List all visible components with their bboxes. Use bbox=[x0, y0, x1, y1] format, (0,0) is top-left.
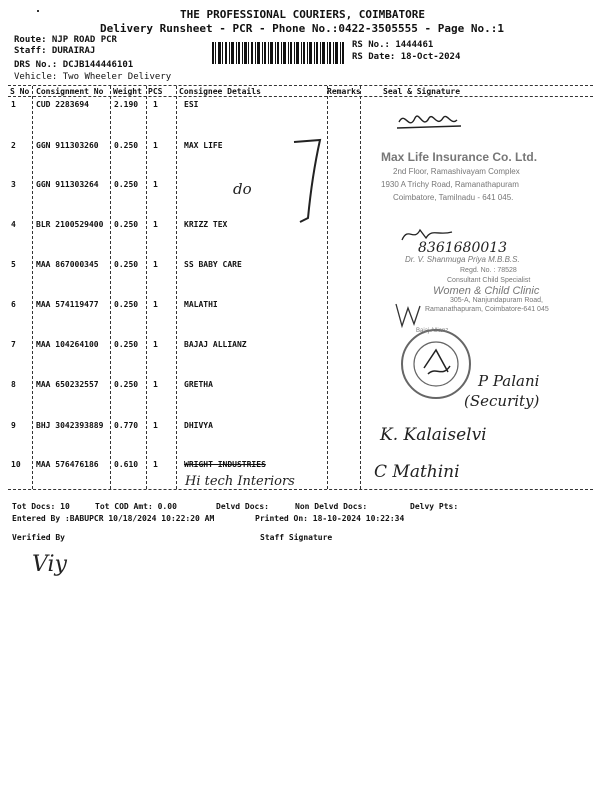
maxlife-stamp-line: 1930 A Trichy Road, Ramanathapuram bbox=[381, 180, 519, 189]
row-consignment: MAA 867000345 bbox=[36, 260, 99, 269]
row-consignment: MAA 576476186 bbox=[36, 460, 99, 469]
footer-delvd-docs: Delvd Docs: bbox=[216, 502, 269, 511]
row-consignment: GGN 911303260 bbox=[36, 141, 99, 150]
column-header: S No bbox=[10, 87, 30, 96]
row-weight: 0.250 bbox=[114, 180, 139, 189]
row-consignee: ESI bbox=[184, 100, 199, 109]
vehicle-label: Vehicle: Two Wheeler Delivery bbox=[14, 72, 172, 82]
bajaj-round-seal bbox=[398, 326, 474, 402]
row-pcs: 1 bbox=[153, 300, 158, 309]
row-pcs: 1 bbox=[153, 220, 158, 229]
column-header: Remarks bbox=[327, 87, 361, 96]
maxlife-stamp-line: Coimbatore, Tamilnadu - 641 045. bbox=[393, 193, 514, 202]
row-weight: 0.250 bbox=[114, 340, 139, 349]
row-sno: 2 bbox=[11, 141, 16, 150]
row-consignee: SS BABY CARE bbox=[184, 260, 242, 269]
route-label: Route: NJP ROAD PCR bbox=[14, 35, 117, 45]
row-sno: 5 bbox=[11, 260, 16, 269]
rs-date: RS Date: 18-Oct-2024 bbox=[352, 52, 461, 62]
row-sno: 4 bbox=[11, 220, 16, 229]
row-sno: 9 bbox=[11, 421, 16, 430]
row-pcs: 1 bbox=[153, 100, 158, 109]
handwritten-mathini: C Mathini bbox=[374, 462, 460, 482]
clinic-stamp-doctor: Dr. V. Shanmuga Priya M.B.B.S. bbox=[405, 255, 520, 264]
row-weight: 0.250 bbox=[114, 220, 139, 229]
drs-number: DRS No.: DCJB144446101 bbox=[14, 60, 134, 70]
footer-tot-docs: Tot Docs: 10 bbox=[12, 502, 70, 511]
clinic-stamp-name: Women & Child Clinic bbox=[433, 285, 540, 297]
bajaj-seal-text: Bajaj Allianz bbox=[416, 328, 449, 334]
maxlife-stamp-name: Max Life Insurance Co. Ltd. bbox=[381, 150, 538, 164]
footer-staff-signature: Staff Signature bbox=[260, 533, 333, 542]
row-consignee: WRIGHT INDUSTRIES bbox=[184, 460, 266, 469]
row-pcs: 1 bbox=[153, 141, 158, 150]
table-header-rule bbox=[8, 96, 593, 97]
row-pcs: 1 bbox=[153, 260, 158, 269]
row-weight: 0.250 bbox=[114, 380, 139, 389]
barcode-image bbox=[212, 42, 344, 64]
row-consignee: KRIZZ TEX bbox=[184, 220, 228, 229]
col-divider bbox=[176, 86, 177, 489]
row-weight: 0.610 bbox=[114, 460, 139, 469]
row-consignment: MAA 650232557 bbox=[36, 380, 99, 389]
row-consignee: DHIVYA bbox=[184, 421, 213, 430]
clinic-stamp-address: 305-A, Nanjundapuram Road, bbox=[450, 297, 544, 304]
row-sno: 7 bbox=[11, 340, 16, 349]
row-pcs: 1 bbox=[153, 340, 158, 349]
handwritten-security: (Security) bbox=[464, 392, 540, 410]
row-consignee: BAJAJ ALLIANZ bbox=[184, 340, 247, 349]
footer-tot-cod: Tot COD Amt: 0.00 bbox=[95, 502, 177, 511]
table-bottom-rule bbox=[8, 489, 593, 490]
column-header: Weight bbox=[113, 87, 142, 96]
row-pcs: 1 bbox=[153, 180, 158, 189]
row-sno: 8 bbox=[11, 380, 16, 389]
row-sno: 10 bbox=[11, 460, 21, 469]
col-divider bbox=[146, 86, 147, 489]
handwritten-ditto: do bbox=[233, 180, 252, 198]
footer-delvy-pts: Delvy Pts: bbox=[410, 502, 459, 511]
row-consignment: MAA 574119477 bbox=[36, 300, 99, 309]
ditto-bracket-mark bbox=[290, 136, 330, 226]
signature-row1 bbox=[395, 108, 465, 134]
column-header: Seal & Signature bbox=[383, 87, 461, 96]
row-pcs: 1 bbox=[153, 380, 158, 389]
row-weight: 2.190 bbox=[114, 100, 139, 109]
clinic-stamp-address: Ramanathapuram, Coimbatore-641 045 bbox=[425, 306, 549, 313]
row-consignee: MAX LIFE bbox=[184, 141, 223, 150]
row-consignment: BLR 2100529400 bbox=[36, 220, 104, 229]
clinic-stamp-specialist: Consultant Child Specialist bbox=[447, 277, 531, 284]
speck-mark bbox=[37, 10, 39, 12]
row-pcs: 1 bbox=[153, 460, 158, 469]
row-consignment: CUD 2283694 bbox=[36, 100, 89, 109]
maxlife-stamp-line: 2nd Floor, Ramashivayam Complex bbox=[393, 167, 520, 176]
row-weight: 0.770 bbox=[114, 421, 139, 430]
row-consignee: GRETHA bbox=[184, 380, 213, 389]
clinic-stamp-regd: Regd. No. : 78528 bbox=[460, 267, 517, 274]
row-consignment: MAA 104264100 bbox=[36, 340, 99, 349]
row-sno: 1 bbox=[11, 100, 16, 109]
footer-entered-by: Entered By :BABUPCR 10/18/2024 10:22:20 AM bbox=[12, 514, 215, 523]
col-divider bbox=[110, 86, 111, 489]
rs-number: RS No.: 1444461 bbox=[352, 40, 434, 50]
staff-label: Staff: DURAIRAJ bbox=[14, 46, 96, 56]
footer-non-delvd-docs: Non Delvd Docs: bbox=[295, 502, 368, 511]
runsheet-title: Delivery Runsheet - PCR - Phone No.:0422-3505555 - Page No.:1 bbox=[100, 22, 504, 35]
row-pcs: 1 bbox=[153, 421, 158, 430]
table-top-rule bbox=[8, 85, 593, 86]
row-sno: 3 bbox=[11, 180, 16, 189]
row-weight: 0.250 bbox=[114, 300, 139, 309]
row-consignment: BHJ 3042393889 bbox=[36, 421, 104, 430]
col-divider bbox=[360, 86, 361, 489]
footer-printed-on: Printed On: 18-10-2024 10:22:34 bbox=[255, 514, 405, 523]
column-header: Consignment No bbox=[36, 87, 104, 96]
handwritten-hitech-interiors: Hi tech Interiors bbox=[185, 474, 295, 489]
handwritten-palani: P Palani bbox=[478, 372, 540, 390]
row-consignee: MALATHI bbox=[184, 300, 218, 309]
row-weight: 0.250 bbox=[114, 260, 139, 269]
footer-verified-by: Verified By bbox=[12, 533, 65, 542]
handwritten-kalaiselvi: K. Kalaiselvi bbox=[380, 425, 487, 445]
col-divider bbox=[32, 86, 33, 489]
handwritten-phone-digits: 8361680013 bbox=[418, 240, 508, 256]
column-header: Consignee Details bbox=[179, 87, 261, 96]
row-sno: 6 bbox=[11, 300, 16, 309]
company-name: THE PROFESSIONAL COURIERS, COIMBATORE bbox=[180, 8, 426, 21]
column-header: PCS bbox=[148, 87, 163, 96]
handwritten-verified-initials: Viy bbox=[32, 552, 67, 577]
row-weight: 0.250 bbox=[114, 141, 139, 150]
row-consignment: GGN 911303264 bbox=[36, 180, 99, 189]
